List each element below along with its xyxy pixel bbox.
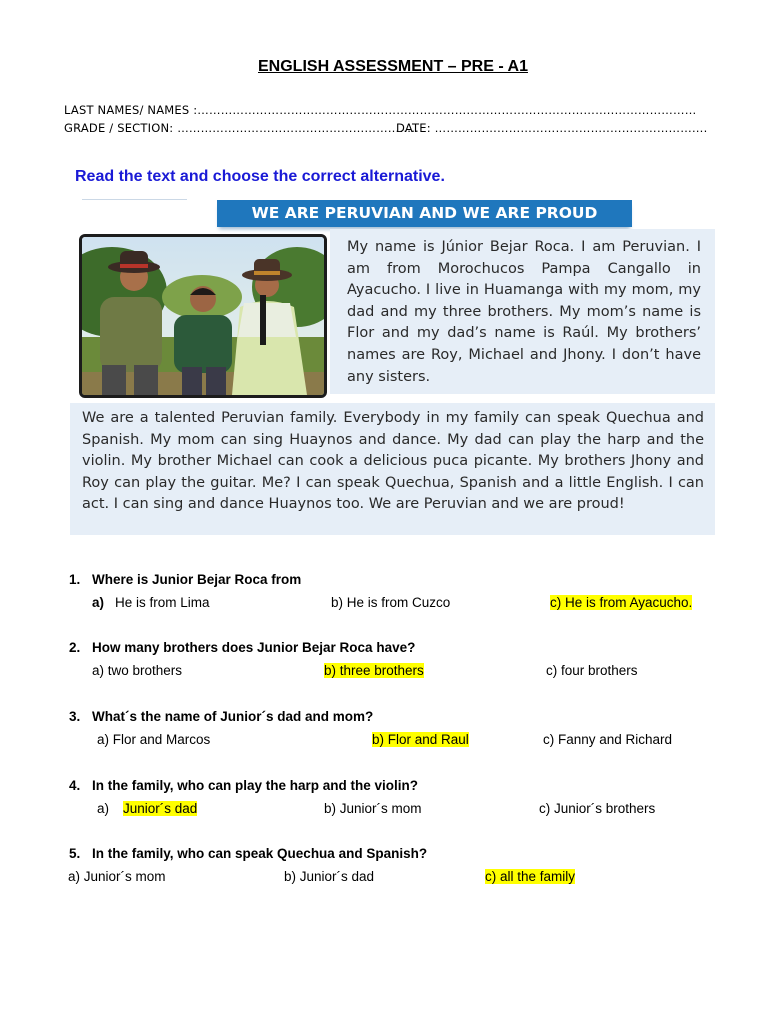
question-text: In the family, who can speak Quechua and Spanish? [92, 846, 428, 861]
reading-paragraph-2: We are a talented Peruvian family. Everybody in my family can speak Quechua and Spanish. My mom can sing Huaynos and dance. My dad can play the harp and the violin. My brother Michael can cook a delicious puca picante. My brothers Jhony and Roy can play the guitar. Me? I can speak Quechua, Spanish and a little English. I can act. I can sing and dance Huaynos too. We are Peruvian and we are proud! [82, 410, 704, 513]
option-b[interactable]: b) Junior´s dad [284, 869, 375, 884]
option-a-letter[interactable]: a) [92, 595, 105, 610]
family-photo [79, 234, 327, 398]
option-a-letter[interactable]: a) [97, 801, 110, 816]
option-b[interactable]: b) He is from Cuzco [331, 595, 451, 610]
question-text: How many brothers does Junior Bejar Roca have? [92, 640, 416, 655]
question-text: What´s the name of Junior´s dad and mom? [92, 709, 374, 724]
option-c-correct[interactable]: c) He is from Ayacucho. [550, 595, 693, 610]
option-c-correct[interactable]: c) all the family [485, 869, 576, 884]
question-number: 2. [69, 640, 81, 655]
decorative-divider [82, 199, 187, 200]
option-a-correct[interactable]: Junior´s dad [123, 801, 198, 816]
grade-section-field[interactable]: GRADE / SECTION: …………………………………………………….. [64, 121, 419, 135]
option-c[interactable]: c) Fanny and Richard [543, 732, 673, 747]
question-number: 1. [69, 572, 81, 587]
instruction-text: Read the text and choose the correct alternative. [75, 168, 445, 185]
reading-banner: WE ARE PERUVIAN AND WE ARE PROUD [217, 200, 632, 227]
question-text: Where is Junior Bejar Roca from [92, 572, 302, 587]
option-a[interactable]: a) Flor and Marcos [97, 732, 211, 747]
option-c[interactable]: c) four brothers [546, 663, 638, 678]
question-text: In the family, who can play the harp and the violin? [92, 778, 419, 793]
question-number: 3. [69, 709, 81, 724]
option-b-correct[interactable]: b) three brothers [324, 663, 424, 678]
page-title: ENGLISH ASSESSMENT – PRE - A1 [258, 58, 528, 75]
option-b-correct[interactable]: b) Flor and Raul [372, 732, 469, 747]
date-field[interactable]: DATE: …………….………………………..……………………. [396, 121, 708, 135]
option-a[interactable]: a) two brothers [92, 663, 183, 678]
reading-paragraph-1: My name is Júnior Bejar Roca. I am Peruvian. I am from Morochucos Pampa Cangallo in Ayacucho. I live in Huamanga with my mom, my dad and my three brothers. My mom’s name is Flor and my dad’s name is Raúl. My brothers’ names are Roy, Michael and Jhony. I don’t have any sisters. [347, 239, 701, 385]
option-a[interactable]: a) Junior´s mom [68, 869, 166, 884]
option-c[interactable]: c) Junior´s brothers [539, 801, 656, 816]
option-a[interactable]: He is from Lima [115, 595, 210, 610]
names-field[interactable]: LAST NAMES/ NAMES :……………………………………………………………………………………………..………………… [64, 103, 697, 117]
question-number: 4. [69, 778, 81, 793]
option-b[interactable]: b) Junior´s mom [324, 801, 422, 816]
question-number: 5. [69, 846, 81, 861]
